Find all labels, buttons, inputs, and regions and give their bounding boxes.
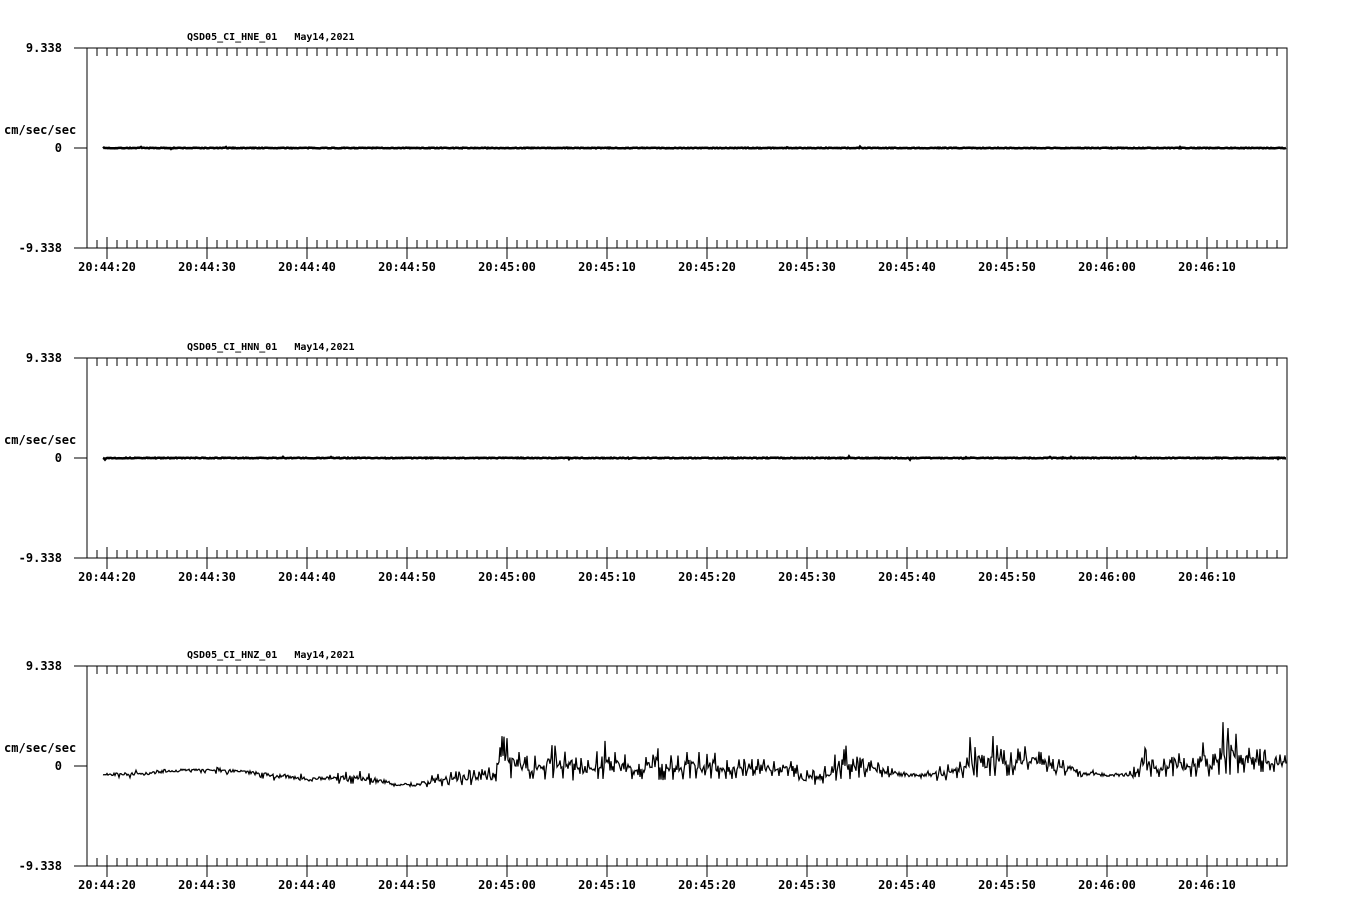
x-tick-label: 20:45:00 [478, 878, 536, 892]
x-tick-label: 20:44:50 [378, 260, 436, 274]
x-tick-label: 20:44:30 [178, 570, 236, 584]
panel-2-yunit-label: cm/sec/sec [4, 433, 77, 447]
x-tick-label: 20:44:20 [78, 570, 136, 584]
panel-3-date: May14,2021 [294, 650, 355, 661]
x-tick-label: 20:45:00 [478, 260, 536, 274]
x-tick-label: 20:45:50 [978, 570, 1036, 584]
panel-1-yunit-label: cm/sec/sec [4, 123, 77, 137]
panel-3-trace [103, 722, 1286, 787]
x-tick-label: 20:46:10 [1178, 878, 1236, 892]
panel-2-ytick-bottom: -9.338 [18, 551, 62, 565]
x-tick-label: 20:44:30 [178, 878, 236, 892]
x-tick-label: 20:44:30 [178, 260, 236, 274]
x-tick-label: 20:45:10 [578, 570, 636, 584]
x-tick-label: 20:45:50 [978, 260, 1036, 274]
panel-1-ytick-top: 9.338 [25, 41, 62, 55]
x-tick-label: 20:44:40 [278, 570, 336, 584]
panel-1-ytick-bottom: -9.338 [18, 241, 62, 255]
panel-3-yunit-label: cm/sec/sec [4, 741, 77, 755]
x-tick-label: 20:45:30 [778, 260, 836, 274]
x-tick-label: 20:45:40 [878, 878, 936, 892]
panel-1-date: May14,2021 [294, 32, 355, 43]
x-tick-label: 20:44:20 [78, 878, 136, 892]
panel-3-box [87, 666, 1287, 866]
panel-1-ytick-zero: 0 [54, 141, 62, 155]
panel-2-ytick-top: 9.338 [25, 351, 62, 365]
panel-1-title [187, 31, 355, 45]
x-tick-label: 20:46:00 [1078, 878, 1136, 892]
panel-2-trace [103, 456, 1286, 459]
x-tick-label: 20:44:50 [378, 878, 436, 892]
x-tick-label: 20:45:20 [678, 878, 736, 892]
x-tick-label: 20:44:40 [278, 878, 336, 892]
x-tick-label: 20:45:40 [878, 260, 936, 274]
panel-3-ytick-bottom: -9.338 [18, 859, 62, 873]
x-tick-label: 20:45:10 [578, 260, 636, 274]
x-tick-label: 20:44:20 [78, 260, 136, 274]
x-tick-label: 20:45:20 [678, 570, 736, 584]
x-tick-label: 20:46:10 [1178, 260, 1236, 274]
x-tick-label: 20:44:40 [278, 260, 336, 274]
x-tick-label: 20:45:20 [678, 260, 736, 274]
x-tick-label: 20:45:30 [778, 878, 836, 892]
panel-3-station-channel: QSD05_CI_HNZ_01 [187, 650, 278, 661]
x-tick-label: 20:46:00 [1078, 570, 1136, 584]
panel-1-station-channel: QSD05_CI_HNE_01 [187, 32, 278, 43]
panel-1-ticks [74, 48, 1277, 259]
panel-1-trace [103, 147, 1286, 149]
axes-layer [74, 48, 1287, 877]
panel-2-title [187, 341, 355, 355]
panel-3-title [187, 649, 355, 663]
panel-2-ytick-zero: 0 [54, 451, 62, 465]
x-tick-label: 20:45:50 [978, 878, 1036, 892]
x-tick-label: 20:46:10 [1178, 570, 1236, 584]
x-tick-label: 20:45:30 [778, 570, 836, 584]
x-tick-label: 20:46:00 [1078, 260, 1136, 274]
x-tick-label: 20:45:00 [478, 570, 536, 584]
x-tick-label: 20:44:50 [378, 570, 436, 584]
x-tick-label: 20:45:10 [578, 878, 636, 892]
panel-3-ytick-top: 9.338 [25, 659, 62, 673]
panel-2-station-channel: QSD05_CI_HNN_01 [187, 342, 278, 353]
panel-2-ticks [74, 358, 1277, 569]
panel-2-date: May14,2021 [294, 342, 355, 353]
x-tick-label: 20:45:40 [878, 570, 936, 584]
trace-layer [103, 147, 1286, 787]
panel-3-ytick-zero: 0 [54, 759, 62, 773]
